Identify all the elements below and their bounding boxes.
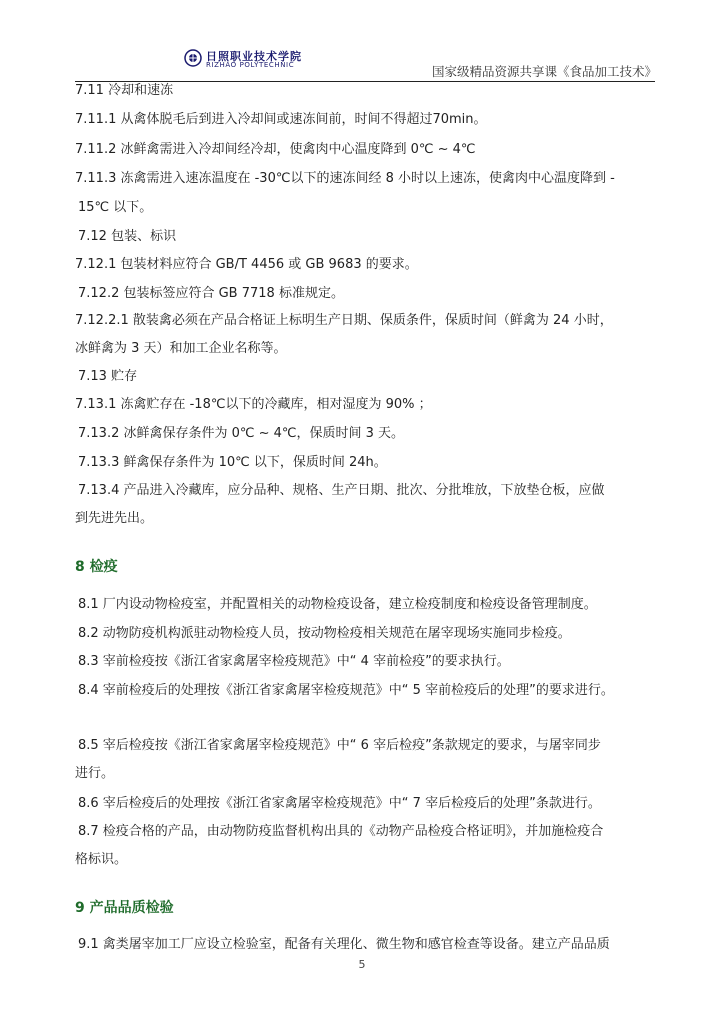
clause-8-2: 8.2 动物防疫机构派驻动物检疫人员，按动物检疫相关规范在屠宰现场实施同步检疫。 (78, 626, 571, 641)
clause-8-5-cont: 进行。 (75, 766, 115, 781)
clause-7-13-3: 7.13.3 鲜禽保存条件为 10℃ 以下，保质时间 24h。 (78, 455, 387, 470)
section-7-12-title: 7.12 包装、标识 (78, 229, 177, 244)
clause-8-6: 8.6 宰后检疫后的处理按《浙江省家禽屠宰检疫规范》中“ 7 宰后检疫后的处理”条款进行。 (78, 796, 601, 811)
section-8-heading: 8 检疫 (75, 559, 118, 575)
clause-8-3: 8.3 宰前检疫按《浙江省家禽屠宰检疫规范》中“ 4 宰前检疫”的要求执行。 (78, 654, 510, 669)
section-9-heading: 9 产品品质检验 (75, 900, 174, 916)
clause-7-11-1: 7.11.1 从禽体脱毛后到进入冷却间或速冻间前，时间不得超过70min。 (75, 112, 487, 127)
clause-9-1: 9.1 禽类屠宰加工厂应设立检验室，配备有关理化、微生物和感官检查等设备。建立产品品质 (78, 937, 610, 952)
clause-7-13-2: 7.13.2 冰鲜禽保存条件为 0℃ ~ 4℃，保质时间 3 天。 (78, 426, 405, 441)
school-name-cn: 日照职业技术学院 (206, 50, 302, 63)
clause-8-5: 8.5 宰后检疫按《浙江省家禽屠宰检疫规范》中“ 6 宰后检疫”条款规定的要求，与屠宰同步 (78, 738, 601, 753)
clause-7-11-3: 7.11.3 冻禽需进入速冻温度在 -30℃以下的速冻间经 8 小时以上速冻，使禽肉中心温度降到 - (75, 171, 615, 186)
school-name-en: RIZHAO POLYTECHNIC (206, 61, 295, 69)
course-title: 国家级精品资源共享课《食品加工技术》 (431, 64, 657, 79)
clause-7-13-4-cont: 到先进先出。 (75, 511, 154, 526)
clause-7-12-2-1: 7.12.2.1 散装禽必须在产品合格证上标明生产日期、保质条件，保质时间（鲜禽为 24 小时， (75, 313, 613, 328)
clause-7-13-1: 7.13.1 冻禽贮存在 -18℃以下的冷藏库，相对湿度为 90% ； (75, 397, 432, 412)
section-7-13-title: 7.13 贮存 (78, 369, 138, 384)
clause-7-11-2: 7.11.2 冰鲜禽需进入冷却间经冷却，使禽肉中心温度降到 0℃ ~ 4℃ (75, 142, 476, 157)
school-logo (184, 48, 318, 72)
clause-8-7: 8.7 检疫合格的产品，由动物防疫监督机构出具的《动物产品检疫合格证明》，并加施检疫合 (78, 824, 604, 839)
clause-7-12-1: 7.12.1 包装材料应符合 GB/T 4456 或 GB 9683 的要求。 (75, 257, 418, 272)
clause-7-12-2: 7.12.2 包装标签应符合 GB 7718 标准规定。 (78, 286, 344, 301)
header-divider (75, 81, 655, 82)
page-number: 5 (358, 958, 366, 971)
clause-8-1: 8.1 厂内设动物检疫室，并配置相关的动物检疫设备，建立检疫制度和检疫设备管理制度。 (78, 597, 597, 612)
clause-8-4: 8.4 宰前检疫后的处理按《浙江省家禽屠宰检疫规范》中“ 5 宰前检疫后的处理”的要求进行。 (78, 683, 614, 698)
clause-7-12-2-1-cont: 冰鲜禽为 3 天）和加工企业名称等。 (75, 341, 287, 356)
clause-7-11-3-cont: 15℃ 以下。 (78, 200, 153, 215)
section-7-11-title: 7.11 冷却和速冻 (75, 83, 174, 98)
clause-7-13-4: 7.13.4 产品进入冷藏库，应分品种、规格、生产日期、批次、分批堆放，下放垫仓板，应做 (78, 483, 605, 498)
school-emblem-icon (184, 49, 202, 67)
clause-8-7-cont: 格标识。 (75, 852, 128, 867)
